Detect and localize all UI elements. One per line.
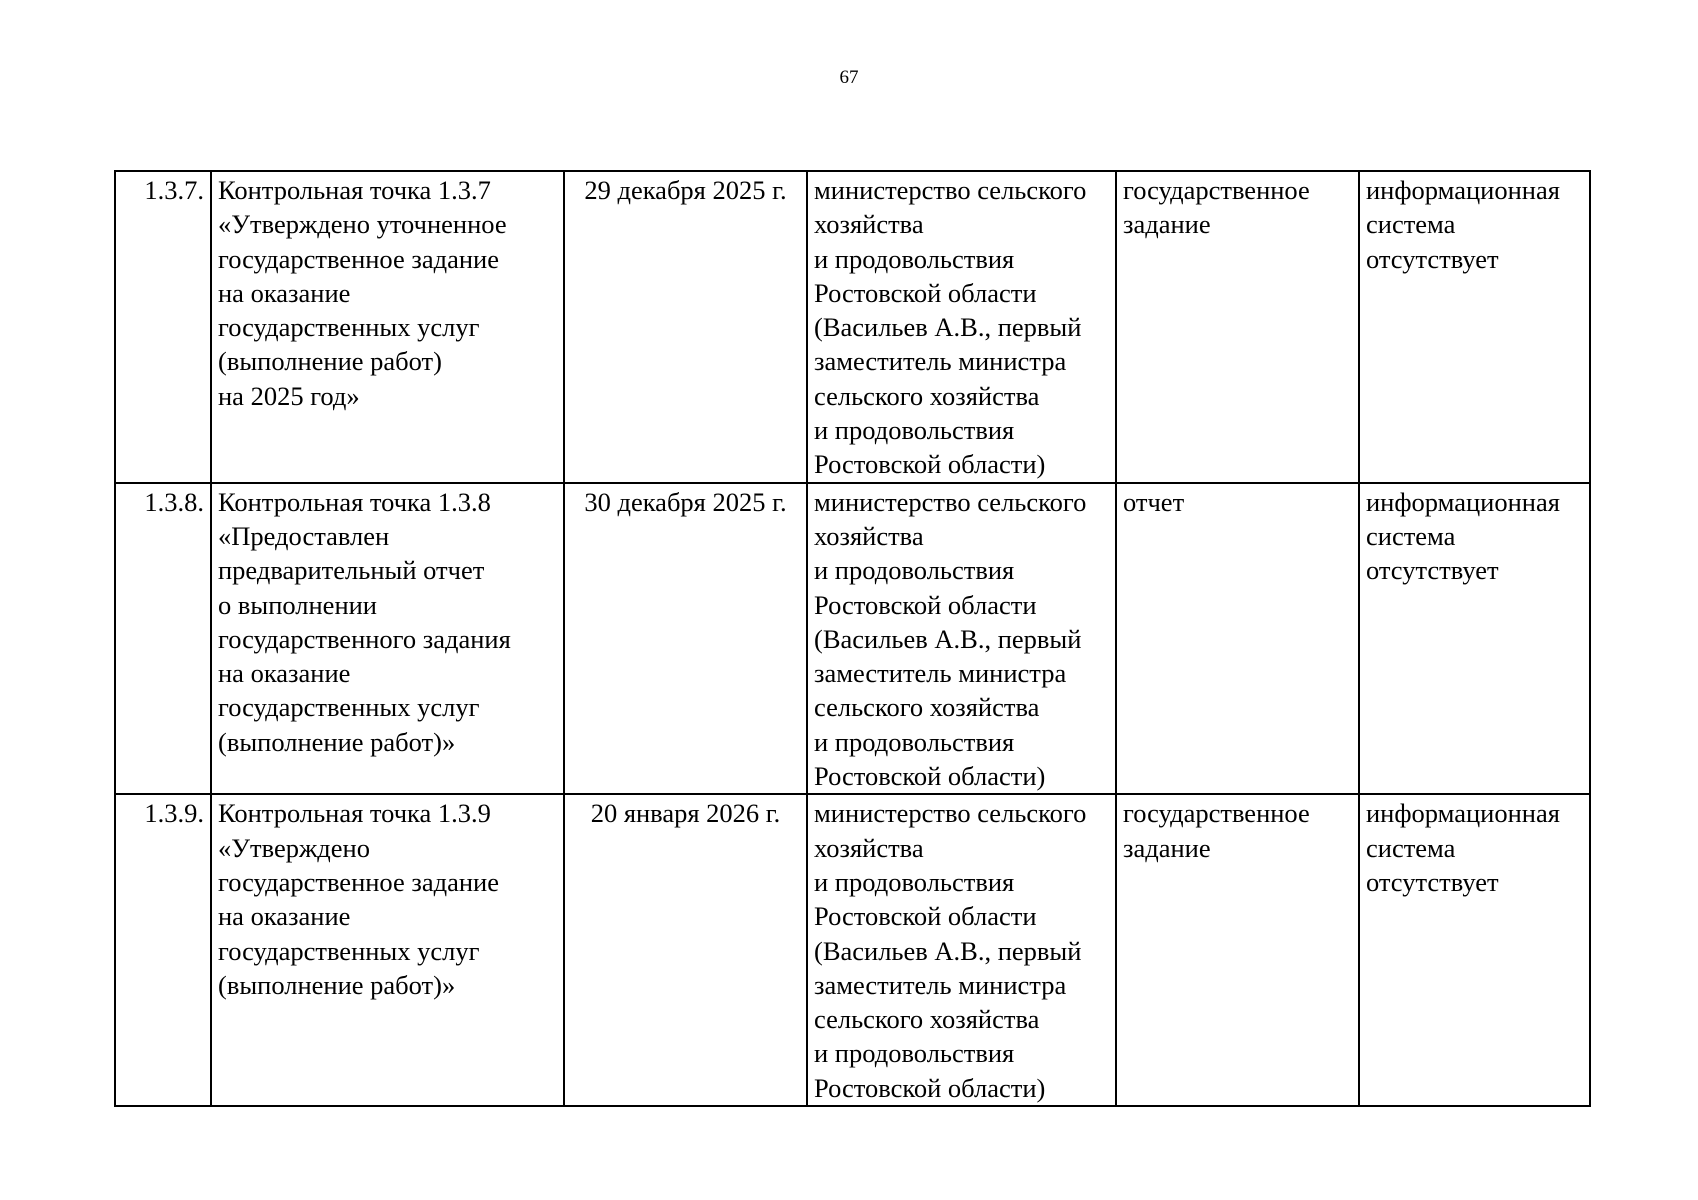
info-system-cell xyxy=(1359,171,1590,483)
event-cell xyxy=(211,794,564,1106)
document-type-cell xyxy=(1116,171,1359,483)
responsible-cell-line: и продовольствия xyxy=(814,866,1015,897)
table-row xyxy=(115,794,1590,1106)
responsible-cell xyxy=(807,794,1116,1106)
row-number-cell: 1.3.9. xyxy=(115,794,211,1106)
event-cell-line: на оказание xyxy=(218,277,351,308)
row-number-cell: 1.3.7. xyxy=(115,171,211,483)
responsible-cell-line: Ростовской области) xyxy=(814,1072,1046,1103)
event-cell xyxy=(211,171,564,483)
event-cell-line: государственное задание xyxy=(218,866,499,897)
row-number-cell: 1.3.8. xyxy=(115,483,211,795)
event-cell-line: государственного задания xyxy=(218,623,511,654)
responsible-cell-line: и продовольствия xyxy=(814,243,1015,274)
document-type-cell xyxy=(1116,483,1359,795)
info-system-cell-line: информационная xyxy=(1366,798,1560,829)
table-row xyxy=(115,483,1590,795)
responsible-cell-line: заместитель министра xyxy=(814,658,1067,689)
table-row xyxy=(115,171,1590,483)
event-cell-line: Контрольная точка 1.3.7 xyxy=(218,175,491,205)
responsible-cell-line: Ростовской области xyxy=(814,901,1037,932)
responsible-cell-line: сельского хозяйства xyxy=(814,380,1040,411)
responsible-cell-line: хозяйства xyxy=(814,209,924,240)
responsible-cell-line: сельского хозяйства xyxy=(814,692,1040,723)
responsible-cell-line: (Васильев А.В., первый xyxy=(814,623,1082,654)
responsible-cell-line: и продовольствия xyxy=(814,1038,1015,1069)
info-system-cell-line: информационная xyxy=(1366,175,1560,205)
responsible-cell-line: Ростовской области xyxy=(814,589,1037,620)
responsible-cell-line: и продовольствия xyxy=(814,555,1015,586)
event-cell-line: на оказание xyxy=(218,901,351,932)
responsible-cell-line: министерство сельского xyxy=(814,175,1087,205)
info-system-cell-line: отсутствует xyxy=(1366,866,1499,897)
event-cell-line: предварительный отчет xyxy=(218,555,485,586)
responsible-cell-line: Ростовской области) xyxy=(814,449,1046,480)
event-cell-line: о выполнении xyxy=(218,589,377,620)
responsible-cell-line: хозяйства xyxy=(814,832,924,863)
event-cell-line: государственное задание xyxy=(218,243,499,274)
event-cell-line: «Утверждено уточненное xyxy=(218,209,507,240)
responsible-cell xyxy=(807,171,1116,483)
date-cell: 20 января 2026 г. xyxy=(564,794,807,1106)
event-cell-line: на 2025 год» xyxy=(218,380,360,411)
control-points-table xyxy=(114,170,1591,1107)
event-cell-line: «Утверждено xyxy=(218,832,370,863)
responsible-cell-line: (Васильев А.В., первый xyxy=(814,935,1082,966)
responsible-cell-line: заместитель министра xyxy=(814,346,1067,377)
document-type-cell-line: государственное xyxy=(1123,175,1310,205)
event-cell-line: Контрольная точка 1.3.9 xyxy=(218,798,491,829)
responsible-cell-line: Ростовской области) xyxy=(814,761,1046,792)
info-system-cell-line: информационная xyxy=(1366,486,1560,517)
date-cell: 29 декабря 2025 г. xyxy=(564,171,807,483)
info-system-cell xyxy=(1359,794,1590,1106)
responsible-cell-line: и продовольствия xyxy=(814,415,1015,446)
responsible-cell-line: министерство сельского xyxy=(814,486,1087,517)
info-system-cell-line: система xyxy=(1366,832,1456,863)
responsible-cell-line: заместитель министра xyxy=(814,969,1067,1000)
responsible-cell-line: (Васильев А.В., первый xyxy=(814,312,1082,343)
info-system-cell-line: отсутствует xyxy=(1366,243,1499,274)
event-cell xyxy=(211,483,564,795)
info-system-cell-line: система xyxy=(1366,520,1456,551)
info-system-cell-line: система xyxy=(1366,209,1456,240)
document-type-cell xyxy=(1116,794,1359,1106)
responsible-cell-line: сельского хозяйства xyxy=(814,1004,1040,1035)
event-cell-line: государственных услуг xyxy=(218,935,480,966)
event-cell-line: (выполнение работ)» xyxy=(218,726,456,757)
responsible-cell-line: Ростовской области xyxy=(814,277,1037,308)
document-type-cell-line: государственное xyxy=(1123,798,1310,829)
event-cell-line: на оказание xyxy=(218,658,351,689)
event-cell-line: государственных услуг xyxy=(218,692,480,723)
info-system-cell xyxy=(1359,483,1590,795)
event-cell-line: государственных услуг xyxy=(218,312,480,343)
document-type-cell-line: задание xyxy=(1123,209,1211,240)
table-body xyxy=(115,171,1590,1106)
date-cell: 30 декабря 2025 г. xyxy=(564,483,807,795)
event-cell-line: «Предоставлен xyxy=(218,520,390,551)
document-type-cell-line: задание xyxy=(1123,832,1211,863)
info-system-cell-line: отсутствует xyxy=(1366,555,1499,586)
event-cell-line: (выполнение работ) xyxy=(218,346,442,377)
responsible-cell-line: хозяйства xyxy=(814,520,924,551)
document-type-cell-line: отчет xyxy=(1123,486,1185,517)
responsible-cell-line: министерство сельского xyxy=(814,798,1087,829)
event-cell-line: Контрольная точка 1.3.8 xyxy=(218,486,491,517)
event-cell-line: (выполнение работ)» xyxy=(218,969,456,1000)
page-number: 67 xyxy=(839,67,859,88)
responsible-cell-line: и продовольствия xyxy=(814,726,1015,757)
responsible-cell xyxy=(807,483,1116,795)
